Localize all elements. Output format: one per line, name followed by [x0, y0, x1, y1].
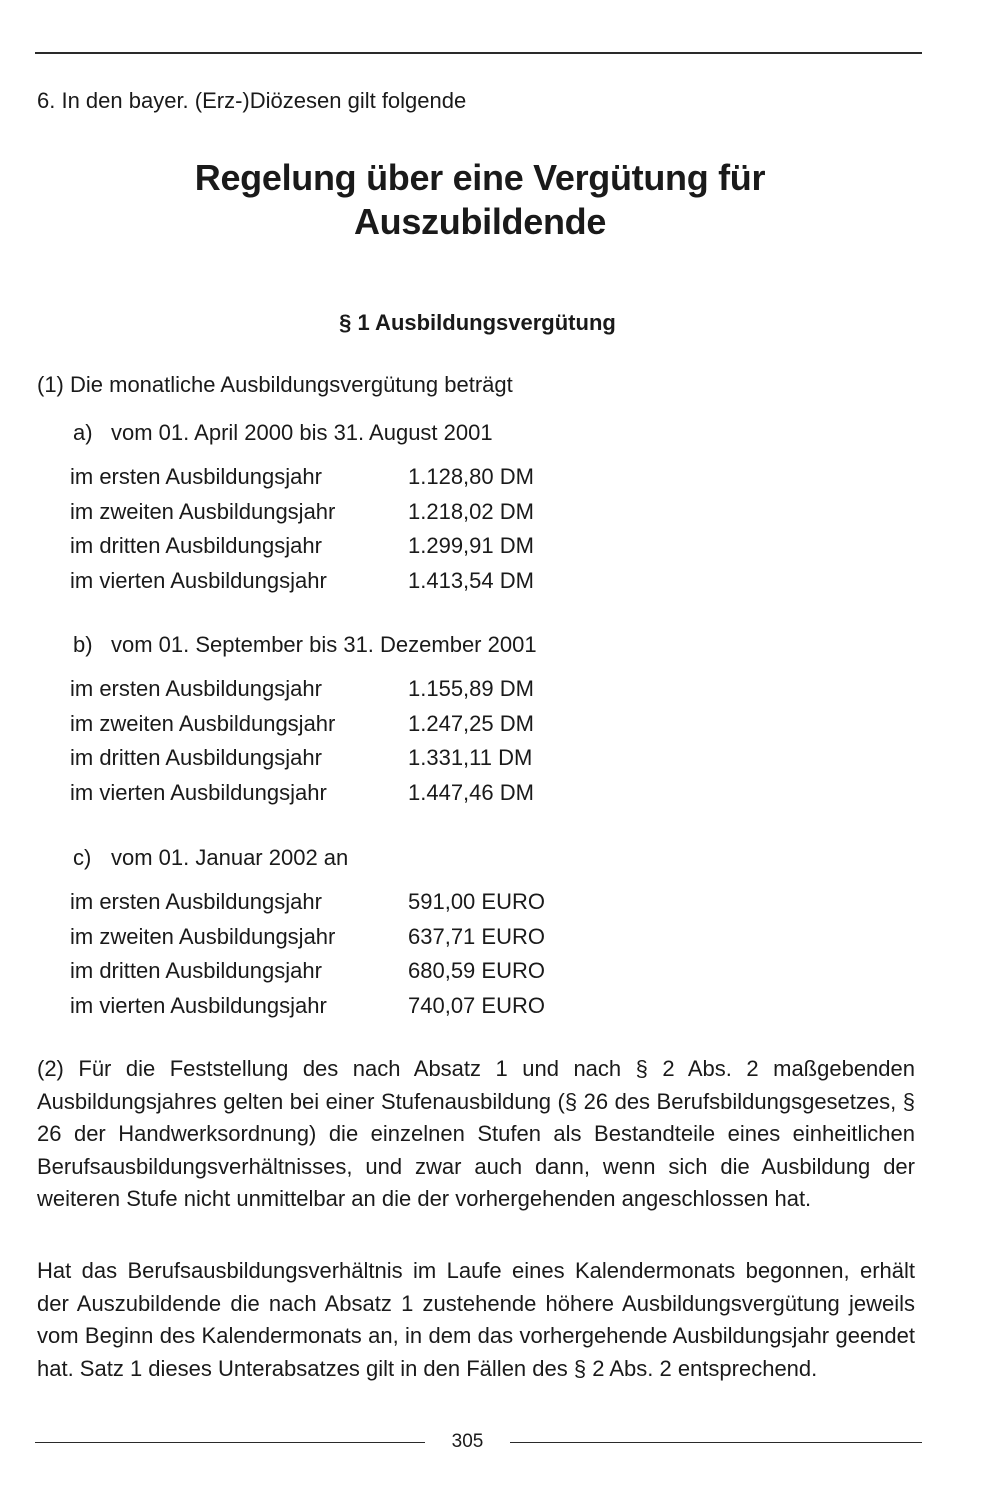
year-label: im ersten Ausbildungsjahr	[70, 889, 322, 914]
rate-table-c	[70, 885, 545, 1023]
intro-line: 6. In den bayer. (Erz-)Diözesen gilt folgende	[37, 88, 467, 113]
document-title	[0, 156, 960, 244]
amount: 1.247,25 DM	[408, 710, 534, 736]
year-label: im dritten Ausbildungsjahr	[70, 533, 322, 559]
table-row	[70, 989, 545, 1024]
amount: 1.447,46 DM	[408, 779, 534, 805]
table-row	[70, 776, 534, 811]
page-number: 305	[451, 1431, 484, 1452]
table-row	[70, 460, 534, 495]
year-label: im vierten Ausbildungsjahr	[70, 779, 327, 805]
year-label: im ersten Ausbildungsjahr	[70, 464, 322, 489]
year-label: im zweiten Ausbildungsjahr	[70, 710, 336, 736]
amount: 1.299,91 DM	[408, 533, 534, 559]
amount: 637,71 EURO	[408, 923, 545, 949]
paragraph-3: Hat das Berufsausbildungsverhältnis im Laufe eines Kalendermonats begonnen, erhält der Auszubildende die nach Absatz 1 zustehende höhere Ausbildungsvergütung jeweils vom Beginn des Kalendermonats an, in dem das vorhergehende Ausbildungsjahr geendet hat. Satz 1 dieses Unterabsatzes gilt in den Fällen des § 2 Abs. 2 entsprechend.	[37, 1258, 915, 1381]
amount: 1.218,02 DM	[408, 498, 534, 524]
table-row	[70, 885, 545, 920]
amount: 680,59 EURO	[408, 958, 545, 984]
amount: 1.413,54 DM	[408, 567, 534, 593]
amount: 591,00 EURO	[408, 889, 545, 914]
table-row	[70, 741, 534, 776]
year-label: im dritten Ausbildungsjahr	[70, 745, 322, 771]
footer-rule-left	[35, 1442, 425, 1443]
period-letter: a)	[73, 420, 93, 445]
page-footer	[35, 1428, 922, 1458]
table-row	[70, 672, 534, 707]
year-label: im zweiten Ausbildungsjahr	[70, 923, 336, 949]
table-row	[70, 564, 534, 599]
year-label: im vierten Ausbildungsjahr	[70, 992, 327, 1018]
table-row	[70, 954, 545, 989]
title-line-2: Auszubildende	[353, 201, 607, 242]
amount: 1.128,80 DM	[408, 464, 534, 489]
rate-table-b	[70, 672, 534, 810]
top-rule	[35, 52, 922, 54]
period-text: vom 01. September bis 31. Dezember 2001	[111, 632, 537, 657]
amount: 740,07 EURO	[408, 992, 545, 1018]
table-row	[70, 495, 534, 530]
section-heading: § 1 Ausbildungsvergütung	[339, 310, 616, 335]
title-line-1: Regelung über eine Vergütung für	[194, 157, 766, 198]
paragraph-2: (2) Für die Feststellung des nach Absatz 1 und nach § 2 Abs. 2 maßgebenden Ausbildungsjahres gelten bei einer Stufenausbildung (§ 26 des Berufsbildungsgesetzes, § 26 der Handwerksordnung) die einzelnen Stufen als Bestandteile eines einheitlichen Berufsausbildungsverhältnisses, und zwar auch dann, wenn sich die Ausbildung der weiteren Stufe nicht unmittelbar an die der vorhergehenden angeschlossen hat.	[37, 1056, 915, 1212]
year-label: im ersten Ausbildungsjahr	[70, 676, 322, 701]
period-letter: c)	[73, 845, 92, 870]
year-label: im zweiten Ausbildungsjahr	[70, 498, 336, 524]
period-b-heading	[73, 630, 537, 660]
rate-table-a	[70, 460, 534, 598]
year-label: im vierten Ausbildungsjahr	[70, 567, 327, 593]
table-row	[70, 707, 534, 742]
amount: 1.331,11 DM	[408, 745, 533, 771]
table-row	[70, 529, 534, 564]
period-text: vom 01. Januar 2002 an	[111, 845, 349, 870]
footer-rule-right	[510, 1442, 922, 1443]
amount: 1.155,89 DM	[408, 676, 534, 701]
year-label: im dritten Ausbildungsjahr	[70, 958, 322, 984]
period-c-heading	[73, 843, 348, 873]
table-row	[70, 920, 545, 955]
period-a-heading	[73, 418, 493, 448]
paragraph-1-lead: (1) Die monatliche Ausbildungsvergütung beträgt	[37, 372, 513, 397]
period-text: vom 01. April 2000 bis 31. August 2001	[111, 420, 493, 445]
period-letter: b)	[73, 632, 93, 657]
